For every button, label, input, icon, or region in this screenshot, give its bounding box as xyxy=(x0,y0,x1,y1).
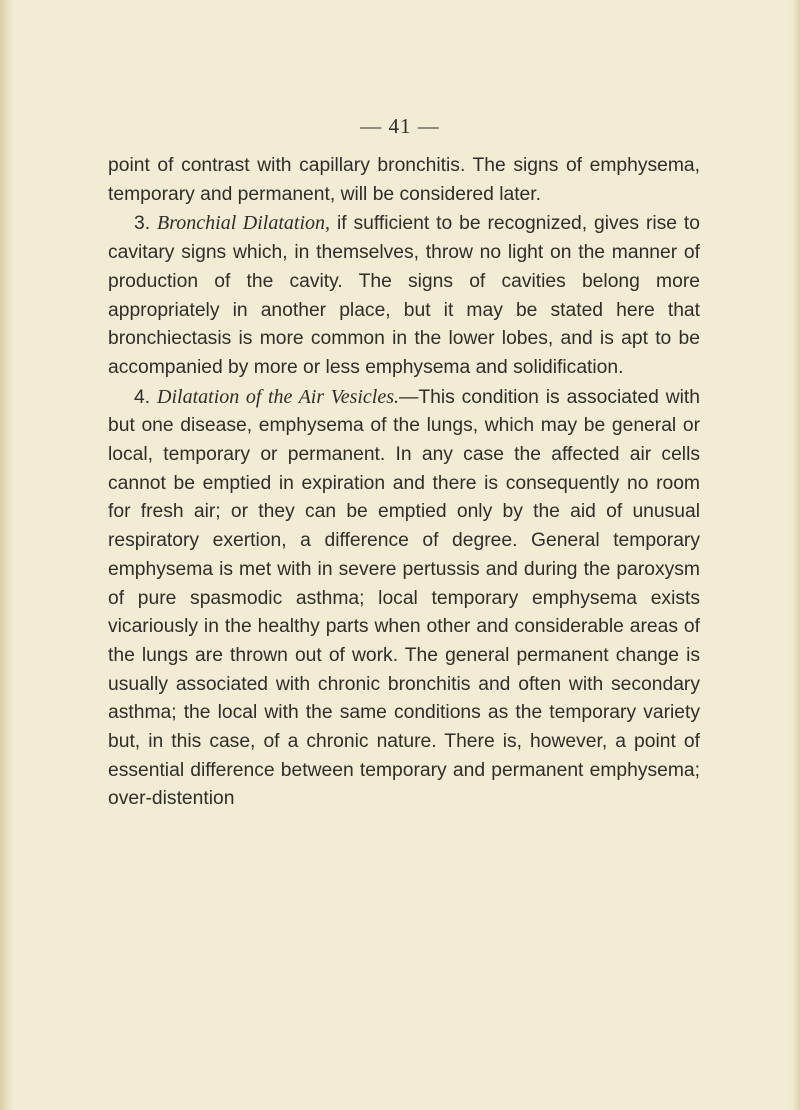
italic-heading: Bronchial Dilatation, xyxy=(157,212,331,235)
paragraph-number: 4. xyxy=(134,386,151,408)
paragraph-text: —This condition is associated with but one disease, emphysema of the lungs, which may be general or local, temporary or permanent. In any case the affected air cells cannot be emptied in expiration and there is consequently no room for fresh air; or they can be emptied only by the aid of unusual respiratory exertion, a difference of degree. General temporary emphysema is met with in severe pertussis and during the paroxysm of pure spasmodic asthma; local temporary emphysema exists vicariously in the healthy parts when other and considerable areas of the lungs are thrown out of work. The general permanent change is usually associated with chronic bronchitis and often with secondary asthma; the local with the same conditions as the temporary variety but, in this case, of a chronic nature. There is, however, a point of essential difference between temporary and permanent emphysema; over-distention xyxy=(108,386,701,810)
italic-heading: Dilatation of the Air Vesicles. xyxy=(157,385,400,408)
paragraph-continuation: point of contrast with capillary bronchitis. The signs of emphysema, temporary and permanent, will be considered later. xyxy=(108,155,700,205)
page-right-edge xyxy=(790,0,800,1110)
page-number: — 41 — xyxy=(360,114,440,138)
body-text xyxy=(108,152,700,814)
paragraph-bronchial-dilatation xyxy=(108,209,700,382)
paragraph-dilatation-air-vesicles xyxy=(108,383,700,815)
page-left-edge xyxy=(0,0,14,1110)
paragraph-text: if sufficient to be recognized, gives rise to cavitary signs which, in themselves, throw no light on the manner of production of the cavity. The signs of cavities belong more appropriately in another place, but it may be stated here that bronchiectasis is more common in the lower lobes, and is apt to be accompanied by more or less emphysema and solidification. xyxy=(108,213,701,378)
paragraph-number: 3. xyxy=(134,213,151,235)
